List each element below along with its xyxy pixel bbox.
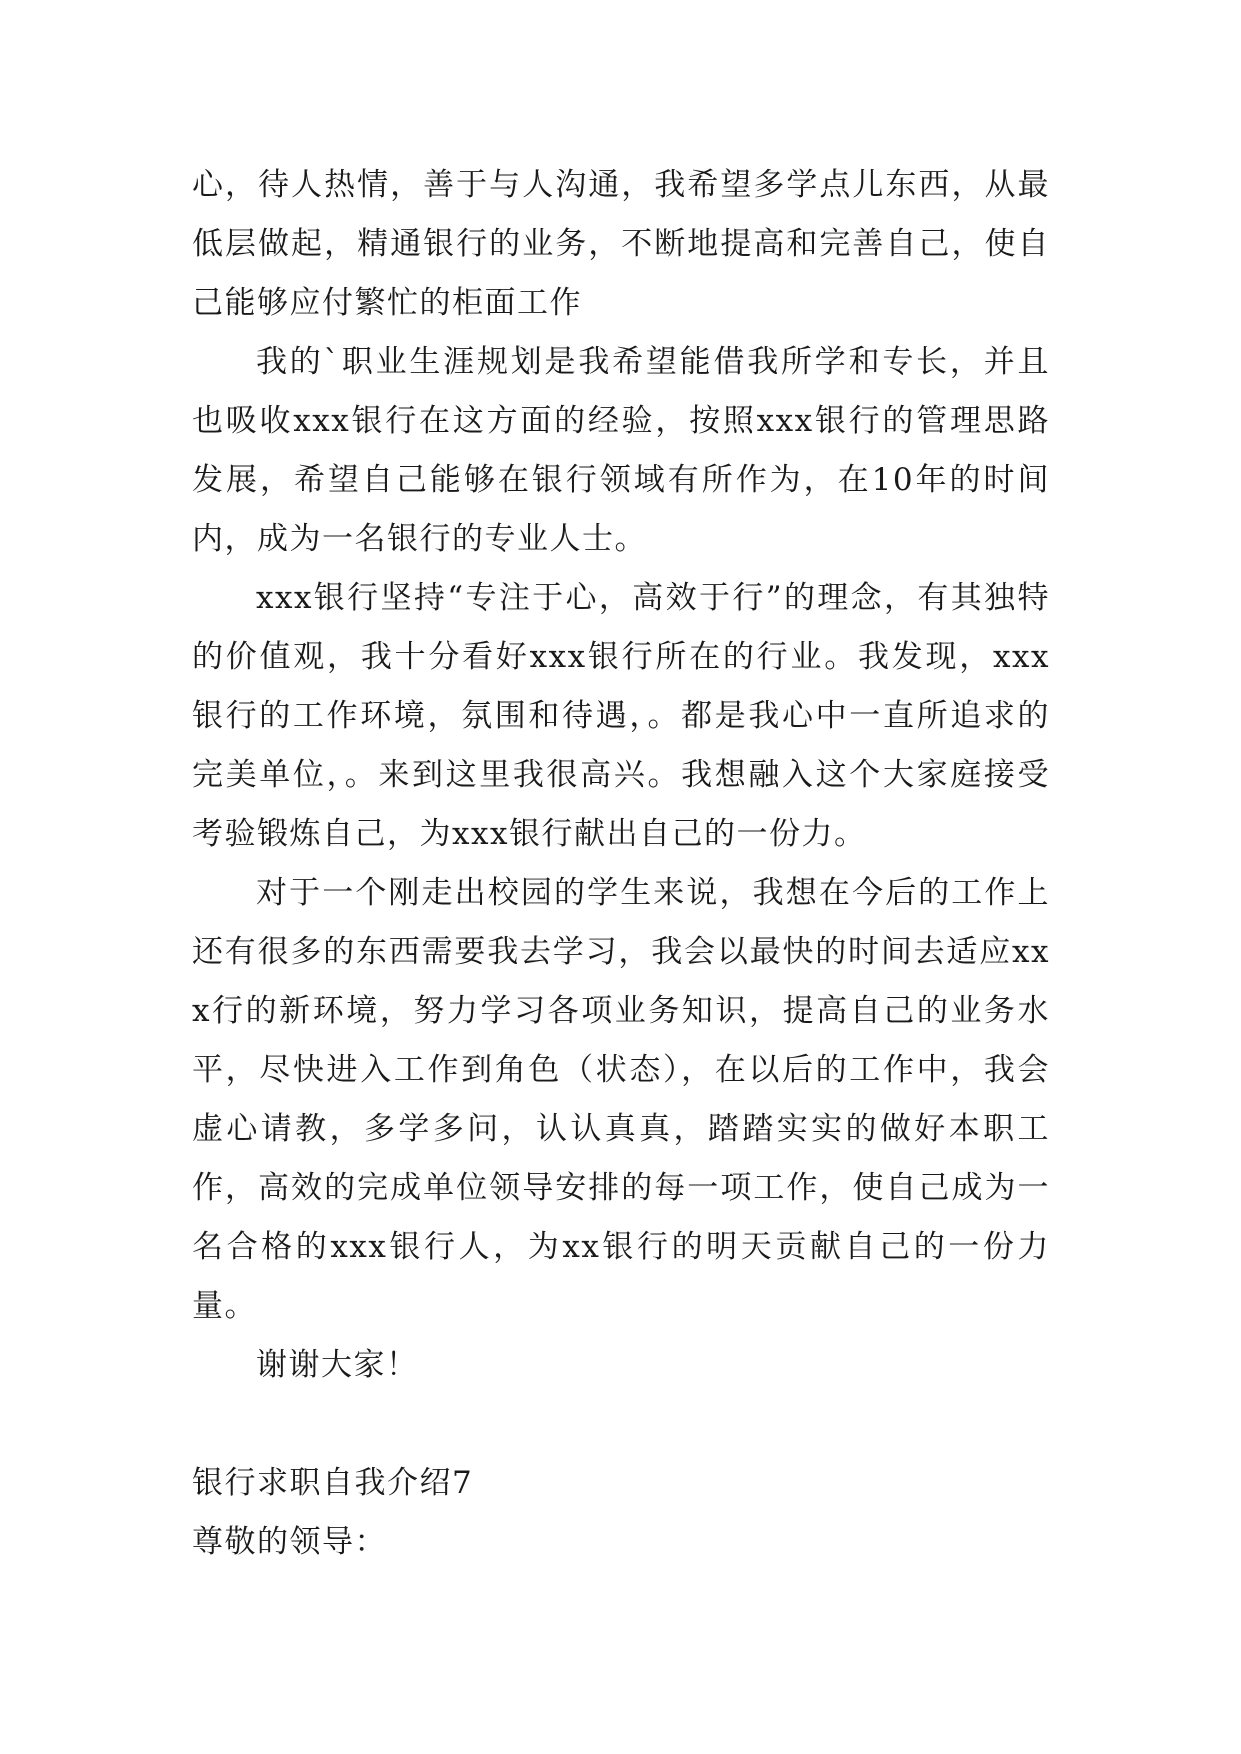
- document-body: [192, 156, 1050, 1572]
- paragraph-learning-commitment: 对于一个刚走出校园的学生来说，我想在今后的工作上还有很多的东西需要我去学习，我会以最快的时间去适应xxx行的新环境，努力学习各项业务知识，提高自己的业务水平，尽快进入工作到角色（状态），在以后的工作中，我会虚心请教，多学多问，认认真真，踏踏实实的做好本职工作，高效的完成单位领导安排的每一项工作，使自己成为一名合格的xxx银行人，为xx银行的明天贡献自己的一份力量。: [192, 875, 1050, 1324]
- paragraph-career-plan: 我的`职业生涯规划是我希望能借我所学和专长，并且也吸收xxx银行在这方面的经验，按照xxx银行的管理思路发展，希望自己能够在银行领域有所作为，在10年的时间内，成为一名银行的专业人士。: [192, 344, 1050, 557]
- salutation: 尊敬的领导：: [192, 1524, 387, 1560]
- paragraph-bank-values: xxx银行坚持“专注于心，高效于行”的理念，有其独特的价值观，我十分看好xxx银行所在的行业。我发现，xxx银行的工作环境，氛围和待遇，。都是我心中一直所追求的完美单位，。来到这里我很高兴。我想融入这个大家庭接受考验锻炼自己，为xxx银行献出自己的一份力。: [192, 580, 1050, 852]
- section-title: 银行求职自我介绍7: [192, 1465, 474, 1501]
- paragraph-continuation: 心，待人热情，善于与人沟通，我希望多学点儿东西，从最低层做起，精通银行的业务，不断地提高和完善自己，使自己能够应付繁忙的柜面工作: [192, 167, 1050, 321]
- section-spacer: [192, 1395, 1050, 1454]
- closing-thanks: 谢谢大家！: [256, 1347, 419, 1383]
